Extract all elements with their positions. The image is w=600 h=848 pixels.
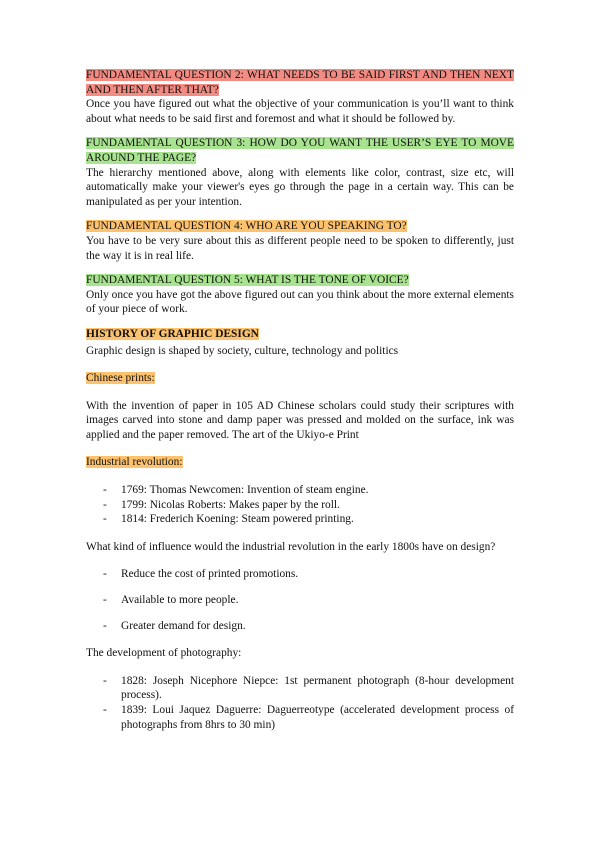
- chinese-prints-body: With the invention of paper in 105 AD Chinese scholars could study their scriptures with images carved into stone and damp paper was pressed and molded on the surface, ink was applied and the paper removed. The art of the Ukiyo-e Print: [86, 399, 514, 441]
- photography-heading: The development of photography:: [86, 647, 242, 660]
- list-item: - Greater demand for design.: [103, 619, 246, 632]
- list-item: - 1799: Nicolas Roberts: Makes paper by the roll.: [103, 498, 340, 511]
- bullet-dash: -: [103, 498, 107, 511]
- question-3-heading: FUNDAMENTAL QUESTION 3: HOW DO YOU WANT THE USER’S EYE TO MOVE AROUND THE PAGE?: [86, 137, 514, 164]
- question-3-section: [86, 136, 514, 209]
- bullet-dash: -: [103, 619, 107, 632]
- chinese-prints-heading: Chinese prints:: [86, 372, 155, 385]
- list-item: - Reduce the cost of printed promotions.: [103, 568, 299, 581]
- list-item: - 1828: Joseph Nicephore Niepce: 1st permanent photograph (8-hour development process).: [103, 674, 514, 702]
- industrial-revolution-list: [86, 483, 514, 527]
- question-2-body: Once you have figured out what the objective of your communication is you’ll want to think about what needs to be said first and foremost and what it should be followed by.: [86, 98, 514, 125]
- industrial-revolution-heading: Industrial revolution:: [86, 456, 183, 469]
- question-5-section: [86, 273, 514, 317]
- question-3-body: The hierarchy mentioned above, along with elements like color, contrast, size etc, will automatically make your viewer's eyes go through the page in a certain way. This can be manipulated as per your intention.: [86, 166, 514, 208]
- question-4-section: [86, 219, 514, 263]
- bullet-dash: -: [103, 484, 107, 497]
- document-page: [86, 68, 514, 732]
- question-5-body: Only once you have got the above figured out can you think about the more external elements of your piece of work.: [86, 288, 514, 316]
- history-intro: Graphic design is shaped by society, culture, technology and politics: [86, 344, 399, 357]
- history-heading: HISTORY OF GRAPHIC DESIGN: [86, 327, 259, 340]
- list-item: - 1769: Thomas Newcomen: Invention of steam engine.: [103, 484, 369, 497]
- question-4-body: You have to be very sure about this as different people need to be spoken to differently, just the way it is in real life.: [86, 234, 514, 262]
- bullet-dash: -: [103, 513, 107, 526]
- industrial-effects-list: [86, 567, 514, 633]
- industrial-question: What kind of influence would the industrial revolution in the early 1800s have on design?: [86, 540, 496, 553]
- bullet-dash: -: [103, 674, 107, 687]
- bullet-dash: -: [103, 594, 107, 607]
- question-4-heading: FUNDAMENTAL QUESTION 4: WHO ARE YOU SPEAKING TO?: [86, 220, 407, 233]
- list-item: - Available to more people.: [103, 594, 239, 607]
- question-2-heading: FUNDAMENTAL QUESTION 2: WHAT NEEDS TO BE SAID FIRST AND THEN NEXT AND THEN AFTER THAT?: [86, 69, 514, 96]
- bullet-dash: -: [103, 704, 107, 716]
- question-2-section: [86, 68, 514, 126]
- list-item: - 1839: Loui Jaquez Daguerre: Daguerreotype (accelerated development process of photographs from 8hrs to 30 min): [103, 704, 514, 731]
- bullet-dash: -: [103, 568, 107, 581]
- photography-list: [86, 674, 514, 732]
- list-item: - 1814: Frederich Koening: Steam powered printing.: [103, 513, 354, 526]
- question-5-heading: FUNDAMENTAL QUESTION 5: WHAT IS THE TONE OF VOICE?: [86, 274, 409, 287]
